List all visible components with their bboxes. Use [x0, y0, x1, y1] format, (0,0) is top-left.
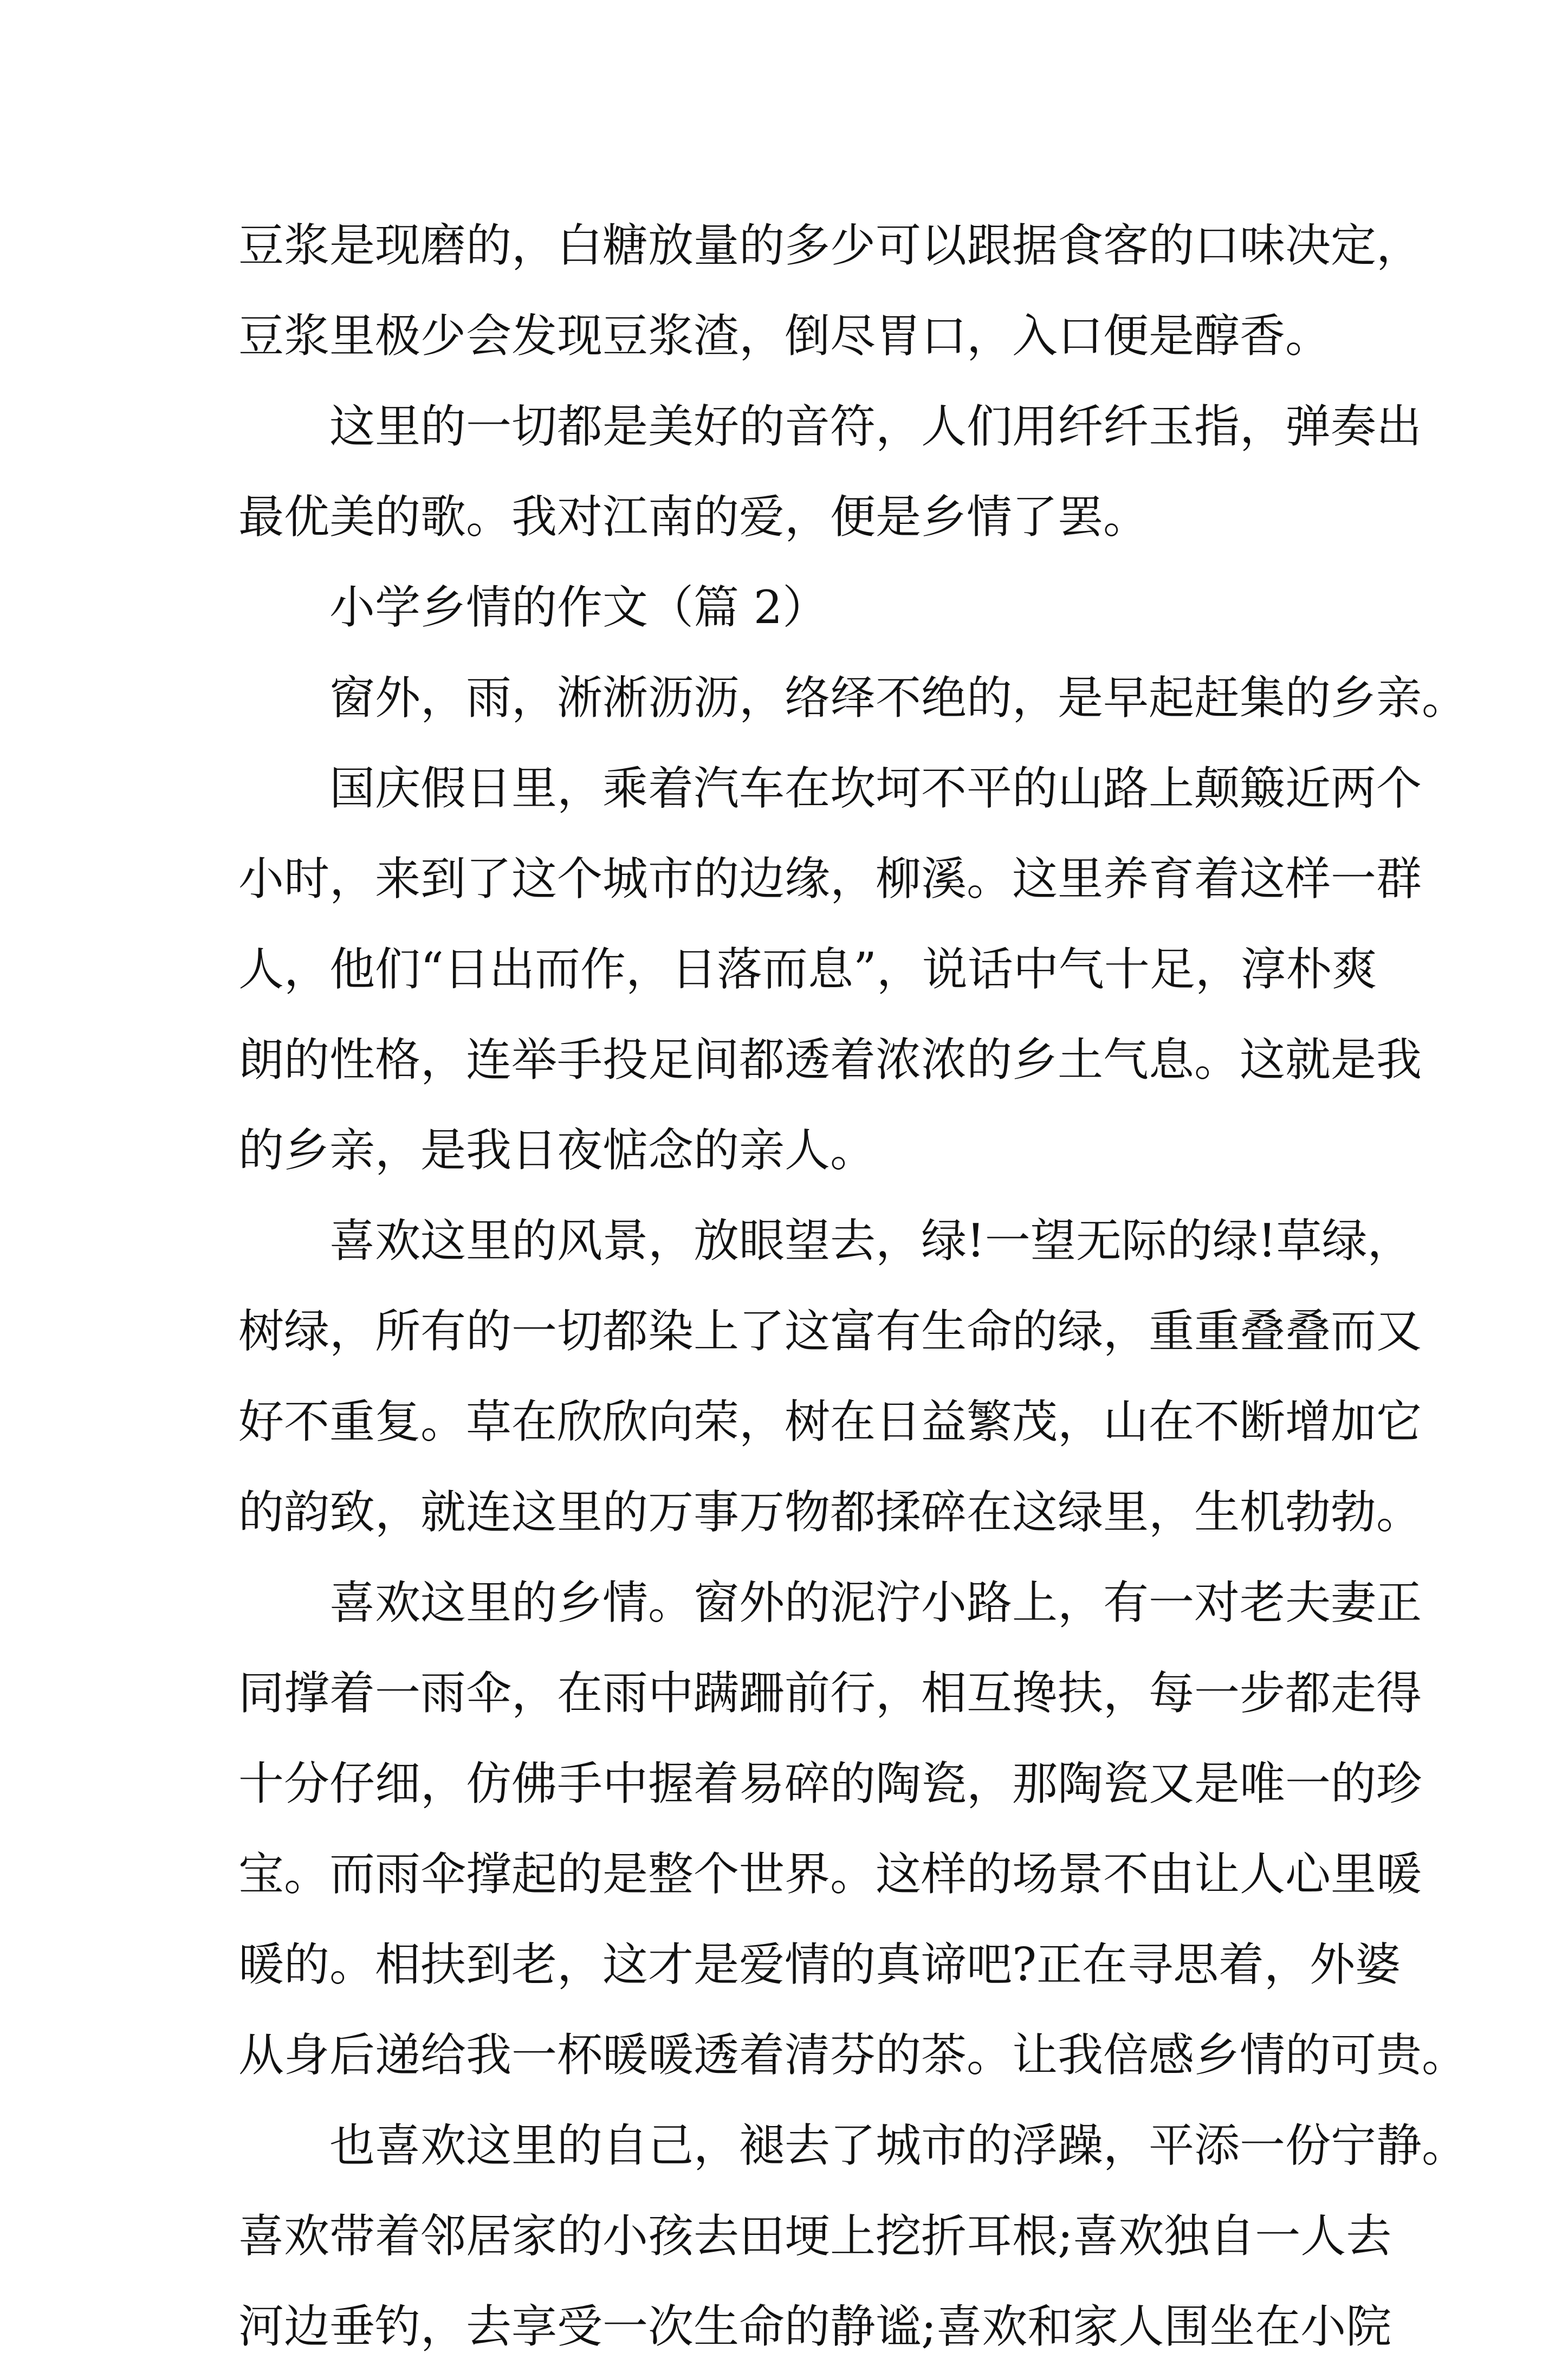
paragraph: [238, 562, 1338, 653]
text-line: 喜欢这里的乡情。窗外的泥泞小路上，有一对老夫妻正: [329, 1576, 1422, 1629]
text-line: 豆浆是现磨的，白糖放量的多少可以跟据食客的口味决定，: [238, 219, 1422, 272]
text-line: 河边垂钓，去享受一次生命的静谧;喜欢和家人围坐在小院: [238, 2300, 1392, 2353]
text-line: 同撑着一雨伞，在雨中蹒跚前行，相互搀扶，每一步都走得: [238, 1667, 1422, 1720]
text-line: 树绿，所有的一切都染上了这富有生命的绿，重重叠叠而又: [238, 1305, 1422, 1358]
text-line: 喜欢带着邻居家的小孩去田埂上挖折耳根;喜欢独自一人去: [238, 2209, 1392, 2263]
paragraph: [238, 2101, 1468, 2372]
document-body: [238, 200, 1468, 2372]
text-line: 小时，来到了这个城市的边缘，柳溪。这里养育着这样一群: [238, 852, 1422, 905]
text-line: 宝。而雨伞撑起的是整个世界。这样的场景不由让人心里暖: [238, 1848, 1422, 1901]
text-line: 喜欢这里的风景，放眼望去，绿!一望无际的绿!草绿，: [329, 1214, 1413, 1267]
paragraph: [238, 1558, 1468, 2101]
text-line: 朗的性格，连举手投足间都透着浓浓的乡土气息。这就是我: [238, 1033, 1422, 1086]
text-line: 暖的。相扶到老，这才是爱情的真谛吧?正在寻思着，外婆: [238, 1938, 1401, 1991]
paragraph: [238, 381, 1422, 562]
text-line: 的乡亲，是我日夜惦念的亲人。: [238, 1124, 876, 1177]
text-line: 从身后递给我一杯暖暖透着清芬的茶。让我倍感乡情的可贵。: [238, 2028, 1468, 2082]
text-line: 的韵致，就连这里的万事万物都揉碎在这绿里，生机勃勃。: [238, 1486, 1422, 1539]
text-line: 窗外，雨，淅淅沥沥，络绎不绝的，是早起赶集的乡亲。: [329, 671, 1468, 724]
text-line: 人，他们“日出而作，日落而息”，说话中气十足，淳朴爽: [238, 943, 1377, 996]
paragraph: [238, 1196, 1422, 1558]
text-line: 好不重复。草在欣欣向荣，树在日益繁茂，山在不断增加它: [238, 1395, 1422, 1448]
text-line: 这里的一切都是美好的音符，人们用纤纤玉指，弹奏出: [329, 400, 1422, 453]
text-line: 豆浆里极少会发现豆浆渣，倒尽胃口，入口便是醇香。: [238, 309, 1331, 362]
text-line: 国庆假日里，乘着汽车在坎坷不平的山路上颠簸近两个: [329, 762, 1422, 815]
text-line: 也喜欢这里的自己，褪去了城市的浮躁，平添一份宁静。: [329, 2119, 1468, 2172]
text-line: 小学乡情的作文（篇 2）: [329, 581, 828, 634]
paragraph: [238, 743, 1422, 1196]
paragraph: [238, 653, 1468, 743]
paragraph: [238, 200, 1422, 381]
text-line: 十分仔细，仿佛手中握着易碎的陶瓷，那陶瓷又是唯一的珍: [238, 1757, 1422, 1810]
text-line: 最优美的歌。我对江南的爱，便是乡情了罢。: [238, 490, 1149, 543]
